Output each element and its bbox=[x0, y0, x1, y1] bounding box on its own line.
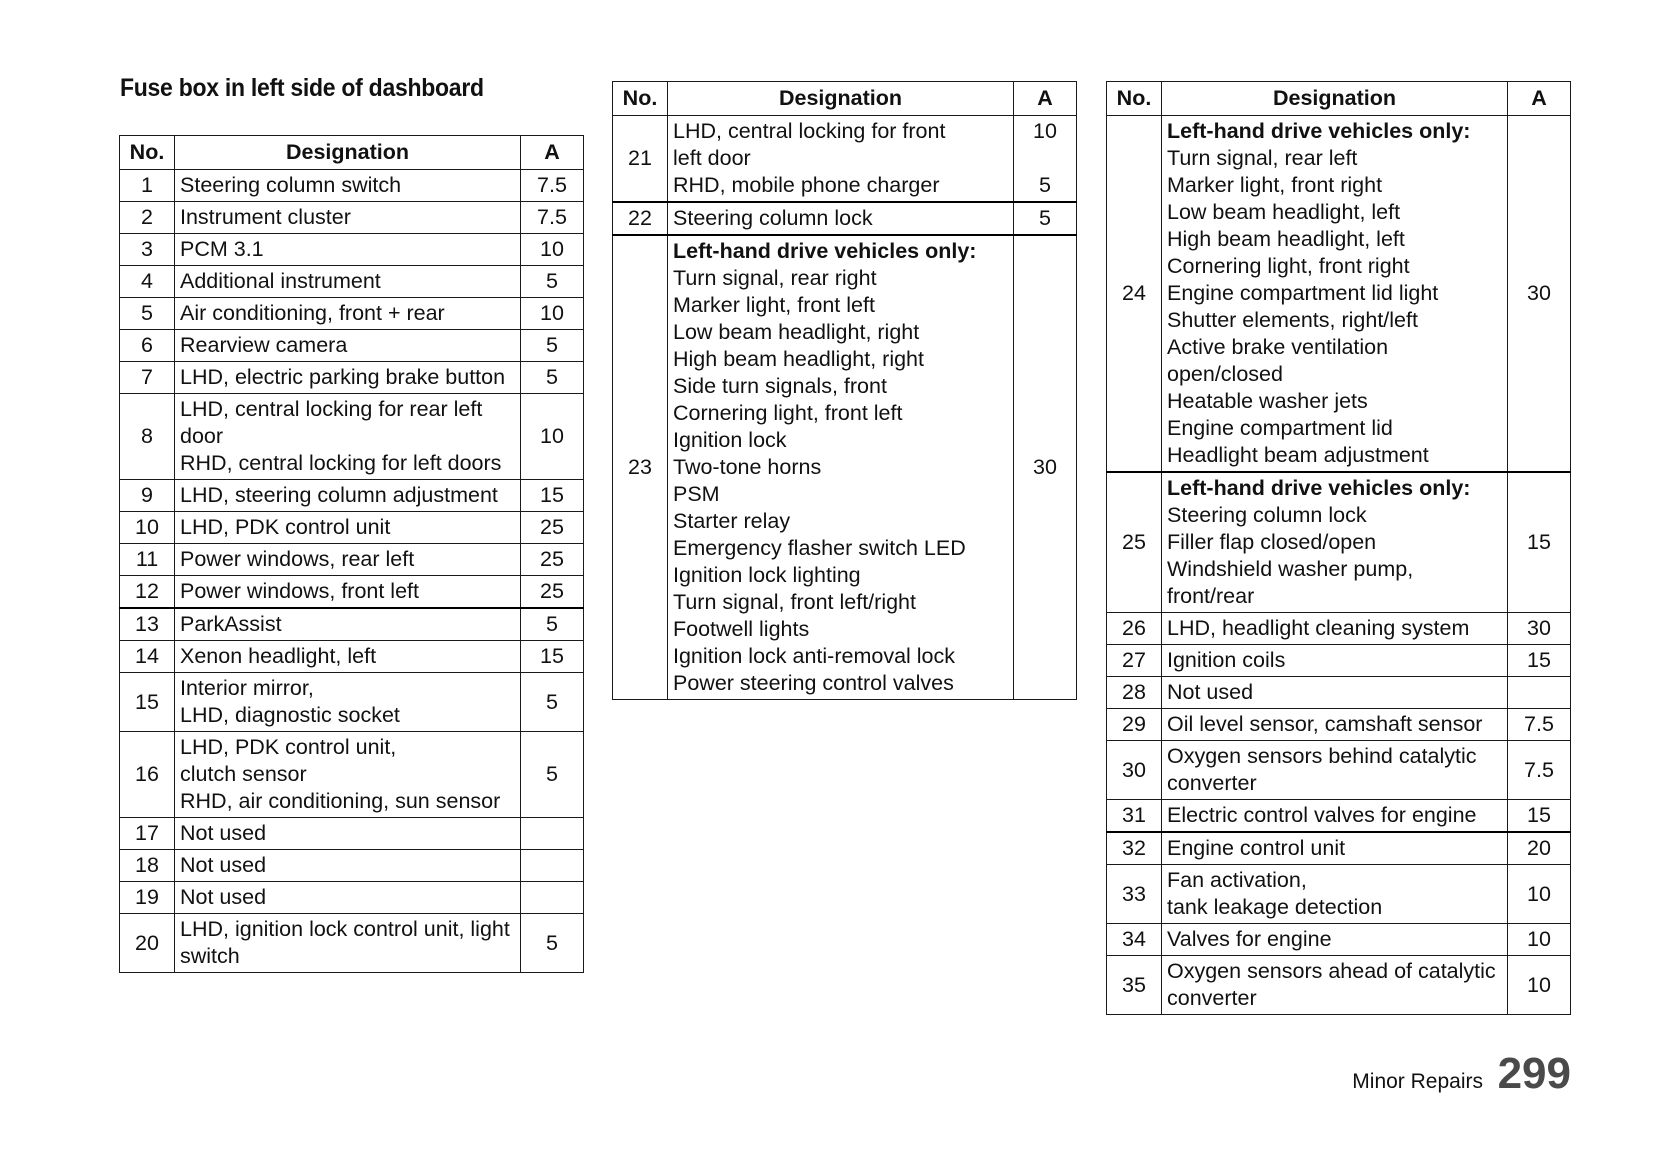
designation-line: PCM 3.1 bbox=[180, 237, 264, 261]
fuse-number: 20 bbox=[120, 914, 175, 973]
fuse-designation bbox=[1162, 832, 1508, 865]
fuse-number: 9 bbox=[120, 480, 175, 512]
fuse-amperage bbox=[521, 818, 584, 850]
fuse-designation bbox=[175, 480, 521, 512]
amperage-value: 20 bbox=[1527, 836, 1551, 860]
header-designation: Designation bbox=[175, 136, 521, 170]
designation-line: Steering column lock bbox=[673, 206, 873, 230]
designation-line: LHD, PDK control unit, bbox=[180, 735, 397, 759]
fuse-row bbox=[613, 202, 1077, 235]
fuse-amperage bbox=[521, 882, 584, 914]
fuse-number: 28 bbox=[1107, 677, 1162, 709]
amperage-value: 5 bbox=[1039, 206, 1051, 230]
fuse-designation bbox=[175, 544, 521, 576]
designation-line: Low beam headlight, right bbox=[673, 320, 920, 344]
fuse-number: 8 bbox=[120, 394, 175, 480]
designation-line: Not used bbox=[1167, 680, 1254, 704]
designation-line: Steering column switch bbox=[180, 173, 402, 197]
fuse-designation bbox=[175, 882, 521, 914]
header-row bbox=[613, 82, 1077, 116]
designation-line: LHD, steering column adjustment bbox=[180, 483, 498, 507]
designation-line: LHD, diagnostic socket bbox=[180, 703, 400, 727]
fuse-row bbox=[1107, 832, 1571, 865]
designation-line: Engine compartment lid light bbox=[1167, 281, 1439, 305]
header-amps: A bbox=[1508, 82, 1571, 116]
designation-line: Engine compartment lid bbox=[1167, 416, 1393, 440]
fuse-number: 18 bbox=[120, 850, 175, 882]
fuse-amperage bbox=[521, 673, 584, 732]
designation-line: High beam headlight, right bbox=[673, 347, 924, 371]
designation-heading: Left-hand drive vehicles only: bbox=[1167, 119, 1471, 143]
amperage-value: 15 bbox=[1527, 648, 1551, 672]
fuse-row bbox=[120, 512, 584, 544]
fuse-number: 23 bbox=[613, 235, 668, 700]
header-amps: A bbox=[1014, 82, 1077, 116]
designation-line: Cornering light, front left bbox=[673, 401, 903, 425]
fuse-designation bbox=[175, 641, 521, 673]
designation-line: Steering column lock bbox=[1167, 503, 1367, 527]
fuse-number: 17 bbox=[120, 818, 175, 850]
designation-line: Oxygen sensors ahead of catalytic bbox=[1167, 959, 1496, 983]
fuse-amperage bbox=[1014, 202, 1077, 235]
fuse-amperage bbox=[1508, 865, 1571, 924]
fuse-number: 1 bbox=[120, 170, 175, 202]
fuse-designation bbox=[175, 732, 521, 818]
fuse-designation bbox=[668, 235, 1014, 700]
fuse-row bbox=[613, 235, 1077, 700]
fuse-number: 15 bbox=[120, 673, 175, 732]
fuse-amperage bbox=[521, 544, 584, 576]
amperage-value: 30 bbox=[1527, 281, 1551, 305]
fuse-number: 24 bbox=[1107, 116, 1162, 473]
designation-line: PSM bbox=[673, 482, 720, 506]
fuse-amperage bbox=[1508, 677, 1571, 709]
designation-line: Instrument cluster bbox=[180, 205, 351, 229]
fuse-designation bbox=[668, 116, 1014, 203]
fuse-number: 25 bbox=[1107, 472, 1162, 613]
designation-line: RHD, central locking for left doors bbox=[180, 451, 502, 475]
designation-line: ParkAssist bbox=[180, 612, 282, 636]
amperage-value: 25 bbox=[540, 515, 564, 539]
designation-line: Engine control unit bbox=[1167, 836, 1346, 860]
fuse-designation bbox=[175, 850, 521, 882]
header-amps: A bbox=[521, 136, 584, 170]
designation-line: LHD, PDK control unit bbox=[180, 515, 391, 539]
fuse-row bbox=[120, 394, 584, 480]
designation-line: Starter relay bbox=[673, 509, 791, 533]
designation-line: converter bbox=[1167, 771, 1257, 795]
fuse-amperage bbox=[521, 850, 584, 882]
designation-line: RHD, air conditioning, sun sensor bbox=[180, 789, 501, 813]
designation-line: Low beam headlight, left bbox=[1167, 200, 1401, 224]
fuse-amperage bbox=[1508, 645, 1571, 677]
fuse-designation bbox=[668, 202, 1014, 235]
designation-line: converter bbox=[1167, 986, 1257, 1010]
fuse-amperage bbox=[521, 641, 584, 673]
designation-line: LHD, central locking for front bbox=[673, 119, 946, 143]
amperage-value: 15 bbox=[1527, 530, 1551, 554]
designation-line: Heatable washer jets bbox=[1167, 389, 1368, 413]
fuse-amperage bbox=[521, 170, 584, 202]
fuse-row bbox=[1107, 924, 1571, 956]
header-no: No. bbox=[120, 136, 175, 170]
fuse-row bbox=[120, 266, 584, 298]
fuse-amperage bbox=[1508, 472, 1571, 613]
fuse-amperage bbox=[1508, 924, 1571, 956]
fuse-number: 11 bbox=[120, 544, 175, 576]
fuse-amperage bbox=[521, 576, 584, 609]
fuse-row bbox=[120, 170, 584, 202]
fuse-amperage bbox=[521, 512, 584, 544]
fuse-number: 31 bbox=[1107, 800, 1162, 833]
designation-heading: Left-hand drive vehicles only: bbox=[673, 239, 977, 263]
designation-line: Filler flap closed/open bbox=[1167, 530, 1377, 554]
fuse-number: 12 bbox=[120, 576, 175, 609]
fuse-number: 21 bbox=[613, 116, 668, 203]
designation-line: LHD, headlight cleaning system bbox=[1167, 616, 1470, 640]
fuse-designation bbox=[175, 298, 521, 330]
fuse-number: 22 bbox=[613, 202, 668, 235]
fuse-number: 7 bbox=[120, 362, 175, 394]
fuse-amperage bbox=[521, 362, 584, 394]
fuse-row bbox=[1107, 472, 1571, 613]
designation-line: Emergency flasher switch LED bbox=[673, 536, 966, 560]
designation-line: Rearview camera bbox=[180, 333, 348, 357]
designation-line: Cornering light, front right bbox=[1167, 254, 1410, 278]
designation-line: Interior mirror, bbox=[180, 676, 314, 700]
designation-line: Turn signal, rear right bbox=[673, 266, 877, 290]
amperage-value: 25 bbox=[540, 547, 564, 571]
fuse-designation bbox=[175, 170, 521, 202]
designation-line: High beam headlight, left bbox=[1167, 227, 1405, 251]
fuse-amperage bbox=[1014, 235, 1077, 700]
designation-line: Oxygen sensors behind catalytic bbox=[1167, 744, 1477, 768]
fuse-number: 30 bbox=[1107, 741, 1162, 800]
fuse-number: 4 bbox=[120, 266, 175, 298]
designation-line: Marker light, front right bbox=[1167, 173, 1383, 197]
fuse-number: 26 bbox=[1107, 613, 1162, 645]
fuse-row bbox=[120, 202, 584, 234]
designation-line: Not used bbox=[180, 853, 267, 877]
fuse-row bbox=[120, 544, 584, 576]
designation-line: Ignition coils bbox=[1167, 648, 1286, 672]
amperage-value: 7.5 bbox=[1524, 712, 1554, 736]
fuse-row bbox=[120, 914, 584, 973]
designation-line: Ignition lock bbox=[673, 428, 787, 452]
designation-line: Power windows, front left bbox=[180, 579, 419, 603]
amperage-value: 10 bbox=[1527, 927, 1551, 951]
fuse-amperage bbox=[521, 608, 584, 641]
fuse-amperage bbox=[521, 234, 584, 266]
designation-line: Not used bbox=[180, 821, 267, 845]
fuse-row bbox=[1107, 677, 1571, 709]
designation-line: Marker light, front left bbox=[673, 293, 875, 317]
fuse-number: 10 bbox=[120, 512, 175, 544]
fuse-amperage bbox=[521, 914, 584, 973]
fuse-designation bbox=[1162, 613, 1508, 645]
amperage-value: 5 bbox=[546, 612, 558, 636]
designation-line: Headlight beam adjustment bbox=[1167, 443, 1429, 467]
fuse-amperage bbox=[1508, 709, 1571, 741]
fuse-row bbox=[120, 850, 584, 882]
fuse-designation bbox=[175, 202, 521, 234]
fuse-designation bbox=[175, 330, 521, 362]
amperage-value: 7.5 bbox=[1524, 757, 1554, 782]
fuse-designation bbox=[175, 234, 521, 266]
fuse-number: 33 bbox=[1107, 865, 1162, 924]
designation-line: Active brake ventilation bbox=[1167, 335, 1389, 359]
fuse-number: 3 bbox=[120, 234, 175, 266]
amperage-value: 10 bbox=[540, 424, 564, 448]
amperage-value: 10 bbox=[540, 237, 564, 261]
fuse-designation bbox=[1162, 865, 1508, 924]
designation-line: Not used bbox=[180, 885, 267, 909]
designation-line: Shutter elements, right/left bbox=[1167, 308, 1418, 332]
fuse-row bbox=[120, 732, 584, 818]
fuse-table-1 bbox=[119, 135, 584, 973]
amperage-value: 5 bbox=[546, 930, 558, 955]
fuse-row bbox=[613, 116, 1077, 203]
fuse-designation bbox=[1162, 472, 1508, 613]
header-designation: Designation bbox=[668, 82, 1014, 116]
page-number: 299 bbox=[1497, 1049, 1571, 1098]
amperage-value: 5 bbox=[546, 762, 558, 786]
designation-line: open/closed bbox=[1167, 362, 1283, 386]
fuse-number: 32 bbox=[1107, 832, 1162, 865]
fuse-number: 13 bbox=[120, 608, 175, 641]
fuse-amperage bbox=[521, 732, 584, 818]
amperage-value: 30 bbox=[1033, 455, 1057, 479]
designation-line: Turn signal, rear left bbox=[1167, 146, 1358, 170]
amperage-value: 5 bbox=[546, 365, 558, 389]
designation-line: Ignition lock anti-removal lock bbox=[673, 644, 956, 668]
designation-line: Valves for engine bbox=[1167, 927, 1332, 951]
fuse-designation bbox=[175, 608, 521, 641]
fuse-amperage bbox=[521, 330, 584, 362]
designation-heading: Left-hand drive vehicles only: bbox=[1167, 476, 1471, 500]
amperage-value: 7.5 bbox=[537, 173, 567, 197]
amperage-value: 5 bbox=[1039, 173, 1051, 197]
fuse-designation bbox=[175, 266, 521, 298]
designation-line: Oil level sensor, camshaft sensor bbox=[1167, 712, 1483, 736]
amperage-value: 5 bbox=[546, 333, 558, 357]
fuse-amperage bbox=[521, 480, 584, 512]
fuse-number: 16 bbox=[120, 732, 175, 818]
fuse-number: 14 bbox=[120, 641, 175, 673]
fuse-row bbox=[120, 330, 584, 362]
fuse-designation bbox=[1162, 645, 1508, 677]
fuse-row bbox=[1107, 800, 1571, 833]
amperage-value: 15 bbox=[1527, 803, 1551, 827]
fuse-amperage bbox=[521, 202, 584, 234]
fuse-amperage bbox=[1508, 800, 1571, 833]
fuse-row bbox=[120, 234, 584, 266]
amperage-value: 5 bbox=[546, 269, 558, 293]
designation-line: LHD, ignition lock control unit, light bbox=[180, 917, 510, 941]
designation-line: Power steering control valves bbox=[673, 671, 954, 695]
amperage-value: 25 bbox=[540, 579, 564, 603]
fuse-row bbox=[120, 818, 584, 850]
designation-line: Additional instrument bbox=[180, 269, 381, 293]
designation-line: RHD, mobile phone charger bbox=[673, 173, 940, 197]
amperage-value: 10 bbox=[1527, 881, 1551, 906]
fuse-table-3 bbox=[1106, 81, 1571, 1015]
fuse-designation bbox=[1162, 116, 1508, 473]
fuse-row bbox=[120, 480, 584, 512]
fuse-designation bbox=[175, 673, 521, 732]
fuse-row bbox=[120, 298, 584, 330]
header-row bbox=[120, 136, 584, 170]
designation-line: clutch sensor bbox=[180, 762, 307, 786]
fuse-number: 19 bbox=[120, 882, 175, 914]
designation-line: switch bbox=[180, 944, 240, 968]
fuse-designation bbox=[1162, 709, 1508, 741]
fuse-designation bbox=[1162, 741, 1508, 800]
fuse-designation bbox=[175, 394, 521, 480]
amperage-value: 10 bbox=[1033, 119, 1057, 143]
fuse-table-2 bbox=[612, 81, 1077, 700]
designation-line: left door bbox=[673, 146, 751, 170]
amperage-value: 7.5 bbox=[537, 205, 567, 229]
designation-line: LHD, electric parking brake button bbox=[180, 365, 506, 389]
amperage-value: 15 bbox=[540, 483, 564, 507]
fuse-amperage bbox=[1508, 832, 1571, 865]
fuse-designation bbox=[175, 914, 521, 973]
designation-line: Xenon headlight, left bbox=[180, 644, 377, 668]
fuse-amperage bbox=[1014, 116, 1077, 203]
fuse-designation bbox=[175, 576, 521, 609]
designation-line: Footwell lights bbox=[673, 617, 810, 641]
header-no: No. bbox=[613, 82, 668, 116]
fuse-row bbox=[1107, 613, 1571, 645]
amperage-value: 10 bbox=[1527, 972, 1551, 997]
fuse-row bbox=[120, 576, 584, 609]
designation-line: door bbox=[180, 424, 224, 448]
designation-line: LHD, central locking for rear left bbox=[180, 397, 483, 421]
fuse-number: 5 bbox=[120, 298, 175, 330]
header-designation: Designation bbox=[1162, 82, 1508, 116]
header-no: No. bbox=[1107, 82, 1162, 116]
designation-line: Ignition lock lighting bbox=[673, 563, 861, 587]
designation-line: front/rear bbox=[1167, 584, 1255, 608]
designation-line: Side turn signals, front bbox=[673, 374, 887, 398]
designation-line: Air conditioning, front + rear bbox=[180, 301, 445, 325]
footer-section-label: Minor Repairs bbox=[1352, 1070, 1483, 1093]
fuse-row bbox=[1107, 865, 1571, 924]
header-row bbox=[1107, 82, 1571, 116]
designation-line: Power windows, rear left bbox=[180, 547, 415, 571]
amperage-value: 15 bbox=[540, 644, 564, 668]
amperage-value bbox=[1019, 145, 1071, 172]
fuse-number: 2 bbox=[120, 202, 175, 234]
amperage-value: 30 bbox=[1527, 616, 1551, 640]
designation-line: Fan activation, bbox=[1167, 868, 1307, 892]
fuse-designation bbox=[1162, 800, 1508, 833]
fuse-number: 27 bbox=[1107, 645, 1162, 677]
designation-line: Two-tone horns bbox=[673, 455, 822, 479]
fuse-amperage bbox=[521, 298, 584, 330]
fuse-amperage bbox=[1508, 741, 1571, 800]
fuse-row bbox=[120, 641, 584, 673]
fuse-number: 6 bbox=[120, 330, 175, 362]
fuse-row bbox=[120, 608, 584, 641]
fuse-row bbox=[1107, 741, 1571, 800]
fuse-row bbox=[1107, 956, 1571, 1015]
designation-line: Turn signal, front left/right bbox=[673, 590, 916, 614]
designation-line: tank leakage detection bbox=[1167, 895, 1383, 919]
fuse-designation bbox=[1162, 924, 1508, 956]
designation-line: Windshield washer pump, bbox=[1167, 557, 1414, 581]
fuse-amperage bbox=[1508, 116, 1571, 473]
designation-line: Electric control valves for engine bbox=[1167, 803, 1477, 827]
fuse-designation bbox=[1162, 956, 1508, 1015]
fuse-amperage bbox=[521, 266, 584, 298]
fuse-row bbox=[1107, 116, 1571, 473]
fuse-amperage bbox=[521, 394, 584, 480]
amperage-value: 5 bbox=[546, 689, 558, 714]
fuse-designation bbox=[175, 362, 521, 394]
fuse-number: 34 bbox=[1107, 924, 1162, 956]
fuse-row bbox=[120, 882, 584, 914]
fuse-number: 35 bbox=[1107, 956, 1162, 1015]
fuse-row bbox=[1107, 645, 1571, 677]
amperage-value: 10 bbox=[540, 301, 564, 325]
fuse-amperage bbox=[1508, 956, 1571, 1015]
fuse-designation bbox=[1162, 677, 1508, 709]
fuse-row bbox=[1107, 709, 1571, 741]
page-title: Fuse box in left side of dashboard bbox=[120, 74, 484, 102]
fuse-number: 29 bbox=[1107, 709, 1162, 741]
fuse-amperage bbox=[1508, 613, 1571, 645]
fuse-row bbox=[120, 362, 584, 394]
fuse-designation bbox=[175, 818, 521, 850]
fuse-row bbox=[120, 673, 584, 732]
fuse-designation bbox=[175, 512, 521, 544]
